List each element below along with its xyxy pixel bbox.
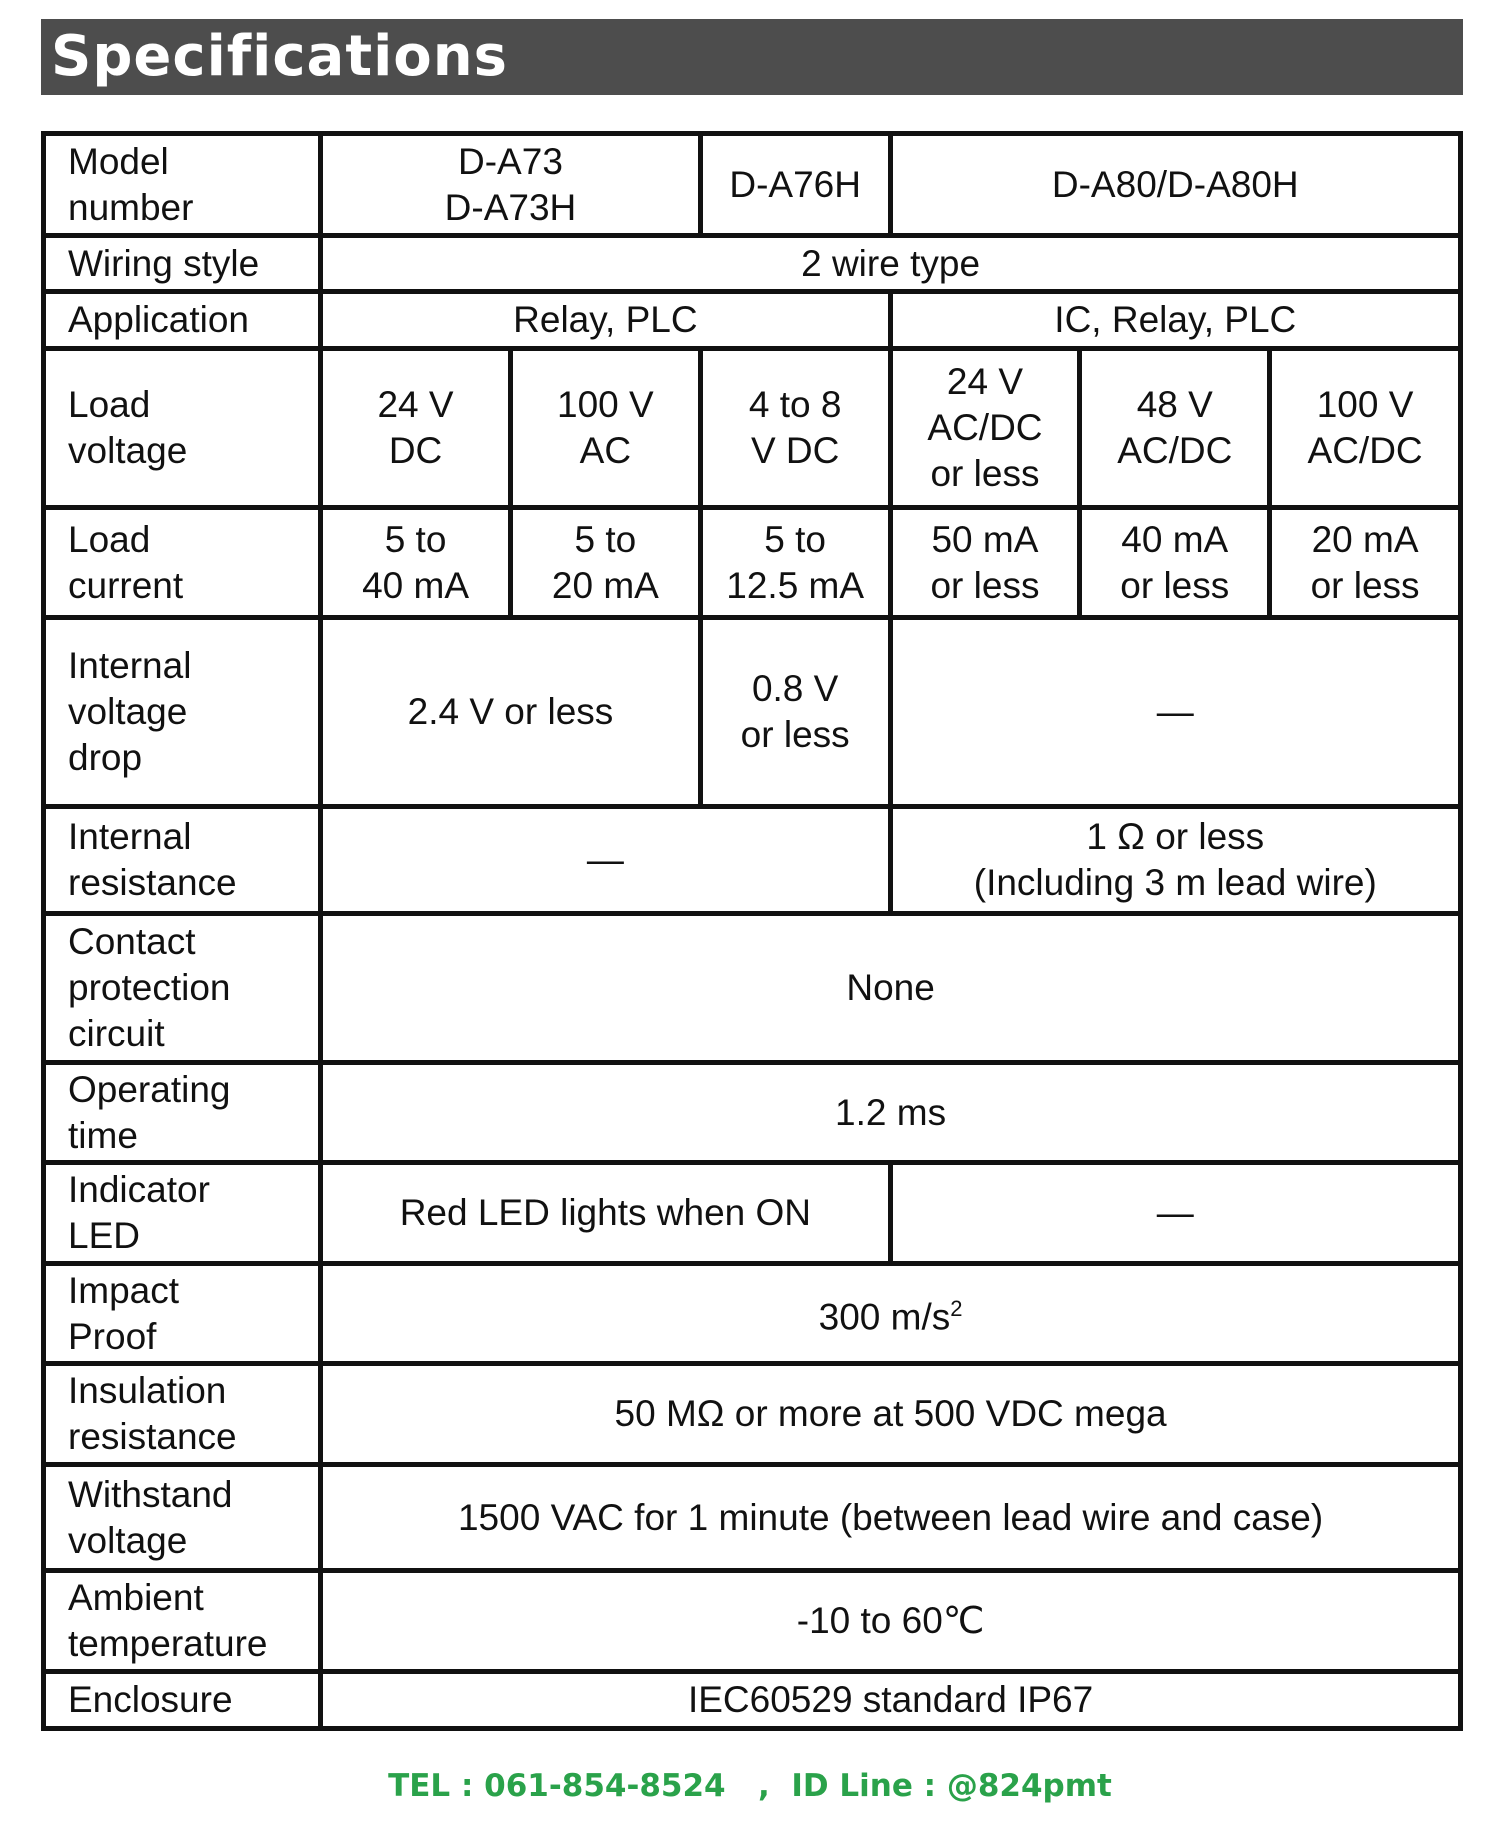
table-row-internal-resistance xyxy=(44,807,1461,914)
cell-model-a76h: D-A76H xyxy=(700,134,890,236)
table-row-withstand-voltage xyxy=(44,1465,1461,1571)
table-row-operating-time xyxy=(44,1063,1461,1163)
table-row-insulation-resistance xyxy=(44,1364,1461,1465)
cell-ivd-a76h: 0.8 V or less xyxy=(700,618,890,807)
cell-enclosure: IEC60529 standard IP67 xyxy=(321,1672,1461,1729)
page-title: Specifications xyxy=(51,24,508,89)
cell-indicator-led-right: — xyxy=(890,1163,1460,1264)
cell-application-right: IC, Relay, PLC xyxy=(890,292,1460,349)
row-label-load-voltage: Load voltage xyxy=(44,349,321,508)
row-label-enclosure: Enclosure xyxy=(44,1672,321,1729)
cell-load-current-5: 40 mA or less xyxy=(1080,508,1270,618)
cell-ir-left: — xyxy=(321,807,890,914)
impact-proof-superscript: 2 xyxy=(950,1296,963,1322)
header-bar xyxy=(41,19,1463,95)
row-label-model-number: Model number xyxy=(44,134,321,236)
row-label-impact-proof: Impact Proof xyxy=(44,1264,321,1364)
cell-contact-protection: None xyxy=(321,914,1461,1063)
table-row-indicator-led xyxy=(44,1163,1461,1264)
cell-model-a73: D-A73 D-A73H xyxy=(321,134,701,236)
table-row-load-voltage xyxy=(44,349,1461,508)
cell-ambient-temperature: -10 to 60℃ xyxy=(321,1571,1461,1672)
specifications-table xyxy=(41,131,1463,1731)
row-label-load-current: Load current xyxy=(44,508,321,618)
row-label-indicator-led: Indicator LED xyxy=(44,1163,321,1264)
row-label-internal-voltage-drop: Internal voltage drop xyxy=(44,618,321,807)
cell-ir-right: 1 Ω or less (Including 3 m lead wire) xyxy=(890,807,1460,914)
cell-load-voltage-5: 48 V AC/DC xyxy=(1080,349,1270,508)
cell-impact-proof xyxy=(321,1264,1461,1364)
cell-load-current-6: 20 mA or less xyxy=(1270,508,1461,618)
cell-load-voltage-1: 24 V DC xyxy=(321,349,511,508)
table-row-ambient-temperature xyxy=(44,1571,1461,1672)
table-row-internal-voltage-drop xyxy=(44,618,1461,807)
row-label-ambient-temperature: Ambient temperature xyxy=(44,1571,321,1672)
cell-insulation-resistance: 50 MΩ or more at 500 VDC mega xyxy=(321,1364,1461,1465)
table-row-wiring-style xyxy=(44,236,1461,292)
cell-load-current-4: 50 mA or less xyxy=(890,508,1080,618)
cell-ivd-a73: 2.4 V or less xyxy=(321,618,701,807)
cell-load-current-1: 5 to 40 mA xyxy=(321,508,511,618)
table-row-model-number xyxy=(44,134,1461,236)
cell-indicator-led-left: Red LED lights when ON xyxy=(321,1163,890,1264)
cell-load-voltage-4: 24 V AC/DC or less xyxy=(890,349,1080,508)
row-label-contact-protection: Contact protection circuit xyxy=(44,914,321,1063)
cell-operating-time: 1.2 ms xyxy=(321,1063,1461,1163)
cell-load-voltage-3: 4 to 8 V DC xyxy=(700,349,890,508)
footer-contact: TEL : 061-854-8524 , ID Line : @824pmt xyxy=(388,1768,1112,1804)
cell-withstand-voltage: 1500 VAC for 1 minute (between lead wire and case) xyxy=(321,1465,1461,1571)
row-label-application: Application xyxy=(44,292,321,349)
row-label-insulation-resistance: Insulation resistance xyxy=(44,1364,321,1465)
cell-model-a80: D-A80/D-A80H xyxy=(890,134,1460,236)
row-label-wiring-style: Wiring style xyxy=(44,236,321,292)
table-row-application xyxy=(44,292,1461,349)
cell-load-voltage-6: 100 V AC/DC xyxy=(1270,349,1461,508)
cell-load-voltage-2: 100 V AC xyxy=(510,349,700,508)
row-label-withstand-voltage: Withstand voltage xyxy=(44,1465,321,1571)
table-row-contact-protection xyxy=(44,914,1461,1063)
cell-wiring-style: 2 wire type xyxy=(321,236,1461,292)
table-row-load-current xyxy=(44,508,1461,618)
row-label-operating-time: Operating time xyxy=(44,1063,321,1163)
cell-application-left: Relay, PLC xyxy=(321,292,890,349)
table-row-enclosure xyxy=(44,1672,1461,1729)
row-label-internal-resistance: Internal resistance xyxy=(44,807,321,914)
table-row-impact-proof xyxy=(44,1264,1461,1364)
cell-load-current-3: 5 to 12.5 mA xyxy=(700,508,890,618)
cell-load-current-2: 5 to 20 mA xyxy=(510,508,700,618)
impact-proof-value: 300 m/s xyxy=(818,1296,951,1338)
cell-ivd-a80: — xyxy=(890,618,1460,807)
